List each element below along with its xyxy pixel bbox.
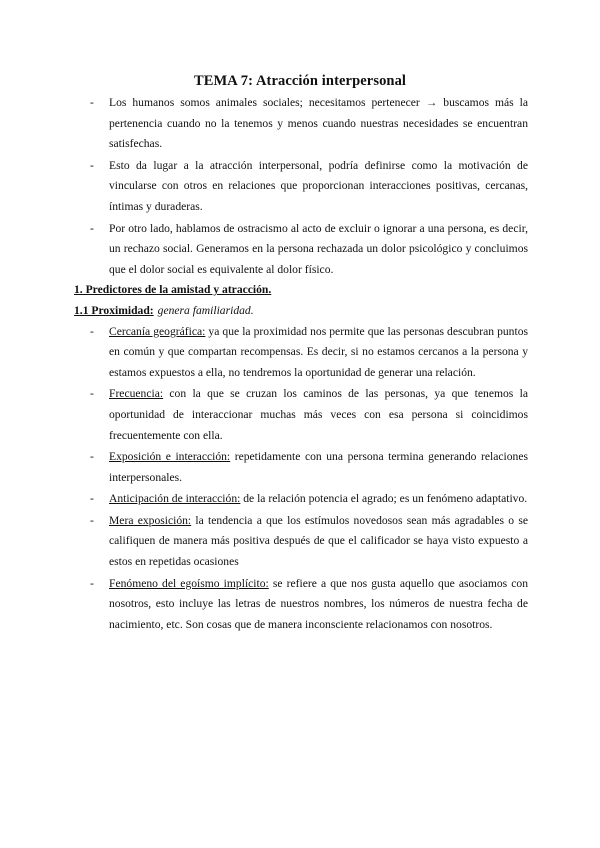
bullet-dash: - (90, 576, 94, 590)
section-heading: 1. Predictores de la amistad y atracción. (74, 283, 272, 297)
bullet-dash: - (90, 513, 94, 527)
predictor-term: Exposición e interacción: (109, 450, 231, 464)
bullet-dash: - (90, 324, 94, 338)
subsection-subtitle: genera familiaridad. (157, 303, 254, 317)
intro-bullet (74, 156, 528, 218)
intro-bullet-text: Los humanos somos animales sociales; necesitamos pertenecer → buscamos más la pertenencia cuando no la tenemos y menos cuando nuestras necesidades se encuentran satisfechas. (109, 96, 528, 151)
predictor-term: Anticipación de interacción: (109, 492, 241, 506)
predictor-term: Cercanía geográfica: (109, 324, 206, 338)
intro-bullet-text: Por otro lado, hablamos de ostracismo al acto de excluir o ignorar a una persona, es decir, un rechazo social. Generamos en la persona rechazada un dolor psicológico y concluimos que el dolor social es equivalente al dolor físico. (109, 221, 528, 276)
predictor-item (74, 447, 528, 488)
bullet-dash: - (90, 158, 94, 172)
document-body (74, 93, 528, 636)
bullet-dash: - (90, 221, 94, 235)
intro-bullet-text: Esto da lugar a la atracción interpersonal, podría definirse como la motivación de vincularse con otros en relaciones que proporcionan interacciones positivas, cercanas, íntimas y duraderas. (109, 158, 528, 213)
predictor-item (74, 489, 528, 510)
predictor-text: se refiere a que nos gusta aquello que asociamos con nosotros, esto incluye las letras de nuestros nombres, los números de nuestra fecha de nacimiento, etc. Son cosas que de manera inconsciente relacionamos con nosotros. (109, 576, 528, 631)
intro-bullet-list (74, 93, 528, 280)
predictor-text: la tendencia a que los estímulos novedosos sean más agradables o se califiquen de manera más positiva después de que el calificador se haya visto expuesto a estos en repetidas ocasiones (109, 513, 528, 569)
predictor-list (74, 322, 528, 636)
subsection-heading (74, 301, 528, 322)
page-title: TEMA 7: Atracción interpersonal (193, 73, 407, 89)
predictor-term: Fenómeno del egoísmo implícito: (109, 576, 269, 590)
predictor-item (74, 322, 528, 384)
intro-bullet (74, 219, 528, 281)
predictor-text: de la relación potencia el agrado; es un fenómeno adaptativo. (240, 492, 528, 506)
predictor-text: ya que la proximidad nos permite que las personas descubran puntos en común y que compartan recompensas. Es decir, si no estamos cercanos a la persona y estamos expuestos a ella, no tendremos la oportunidad de generar una relación. (109, 324, 528, 379)
bullet-dash: - (90, 387, 94, 401)
predictor-item (74, 384, 528, 446)
bullet-dash: - (90, 96, 94, 109)
bullet-dash: - (90, 492, 94, 506)
predictor-term: Frecuencia: (109, 387, 164, 401)
bullet-dash: - (90, 450, 94, 464)
predictor-text: repetidamente con una persona termina generando relaciones interpersonales. (109, 450, 528, 484)
predictor-item (74, 511, 528, 573)
subsection-label: 1.1 Proximidad: (74, 303, 154, 317)
predictor-term: Mera exposición: (109, 513, 192, 527)
predictor-text: con la que se cruzan los caminos de las personas, ya que tenemos la oportunidad de interaccionar muchas más veces con esa persona si coincidimos frecuentemente con ella. (109, 387, 528, 442)
intro-bullet (74, 93, 528, 155)
predictor-item (74, 574, 528, 636)
